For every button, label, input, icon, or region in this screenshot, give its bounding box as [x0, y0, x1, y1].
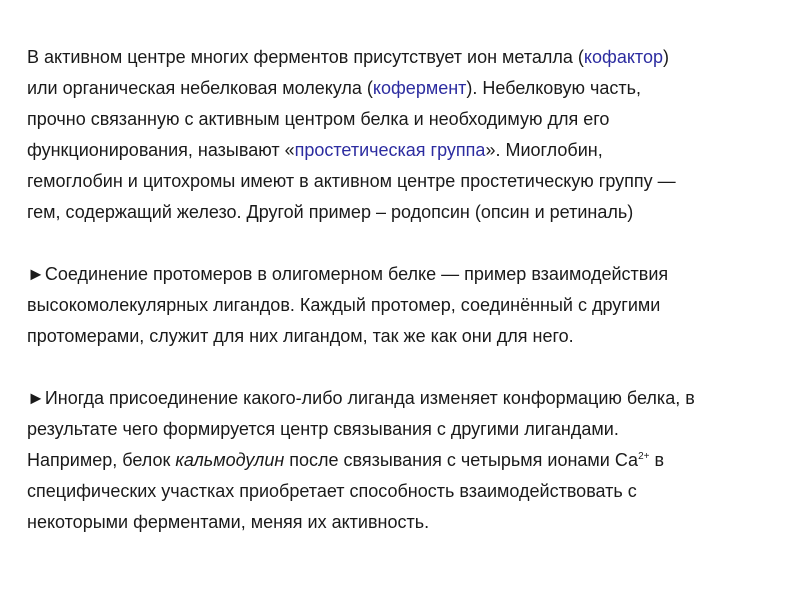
term-calmodulin: кальмодулин	[175, 450, 285, 470]
text-p3-d: после связывания с четырьмя ионами Са	[284, 450, 639, 470]
text-p3-g: некоторыми ферментами, меняя их активность.	[27, 512, 430, 532]
text-p2-c: протомерами, служит для них лигандом, так же как они для него.	[27, 326, 574, 346]
term-coenzyme: кофермент	[372, 78, 467, 98]
term-cofactor: кофактор	[583, 47, 663, 67]
text-p1-h: гемоглобин и цитохромы имеют в активном центре простетическую группу —	[27, 171, 676, 191]
text-p2-a: ►Соединение протомеров в олигомерном белке — пример взаимодействия	[27, 264, 669, 284]
text-p3-f: специфических участках приобретает способность взаимодействовать с	[27, 481, 637, 501]
text-p1-f: функционирования, называют «	[27, 140, 295, 160]
text-p1-a: В активном центре многих ферментов присутствует ион металла (	[27, 47, 584, 67]
text-p3-a: ►Иногда присоединение какого-либо лиганда изменяет конформацию белка, в	[27, 388, 695, 408]
text-p2-b: высокомолекулярных лигандов. Каждый протомер, соединённый с другими	[27, 295, 661, 315]
text-p1-g: ». Миоглобин,	[485, 140, 603, 160]
paragraph-cofactors	[27, 42, 780, 228]
paragraph-protomers	[27, 259, 780, 352]
paragraph-calmodulin	[27, 383, 780, 538]
text-p1-i: гем, содержащий железо. Другой пример – родопсин (опсин и ретиналь)	[27, 202, 634, 222]
text-p3-e: в	[649, 450, 665, 470]
text-p1-b: )	[662, 47, 669, 67]
calcium-charge-superscript: 2+	[638, 451, 650, 462]
text-p1-c: или органическая небелковая молекула (	[27, 78, 373, 98]
term-prosthetic-group: простетическая группа	[294, 140, 486, 160]
text-p3-b: результате чего формируется центр связывания с другими лигандами.	[27, 419, 619, 439]
paragraph-gap	[27, 228, 780, 259]
paragraph-gap	[27, 352, 780, 383]
text-p1-e: прочно связанную с активным центром белка и необходимую для его	[27, 109, 610, 129]
text-p3-c: Например, белок	[27, 450, 176, 470]
text-p1-d: ). Небелковую часть,	[466, 78, 642, 98]
